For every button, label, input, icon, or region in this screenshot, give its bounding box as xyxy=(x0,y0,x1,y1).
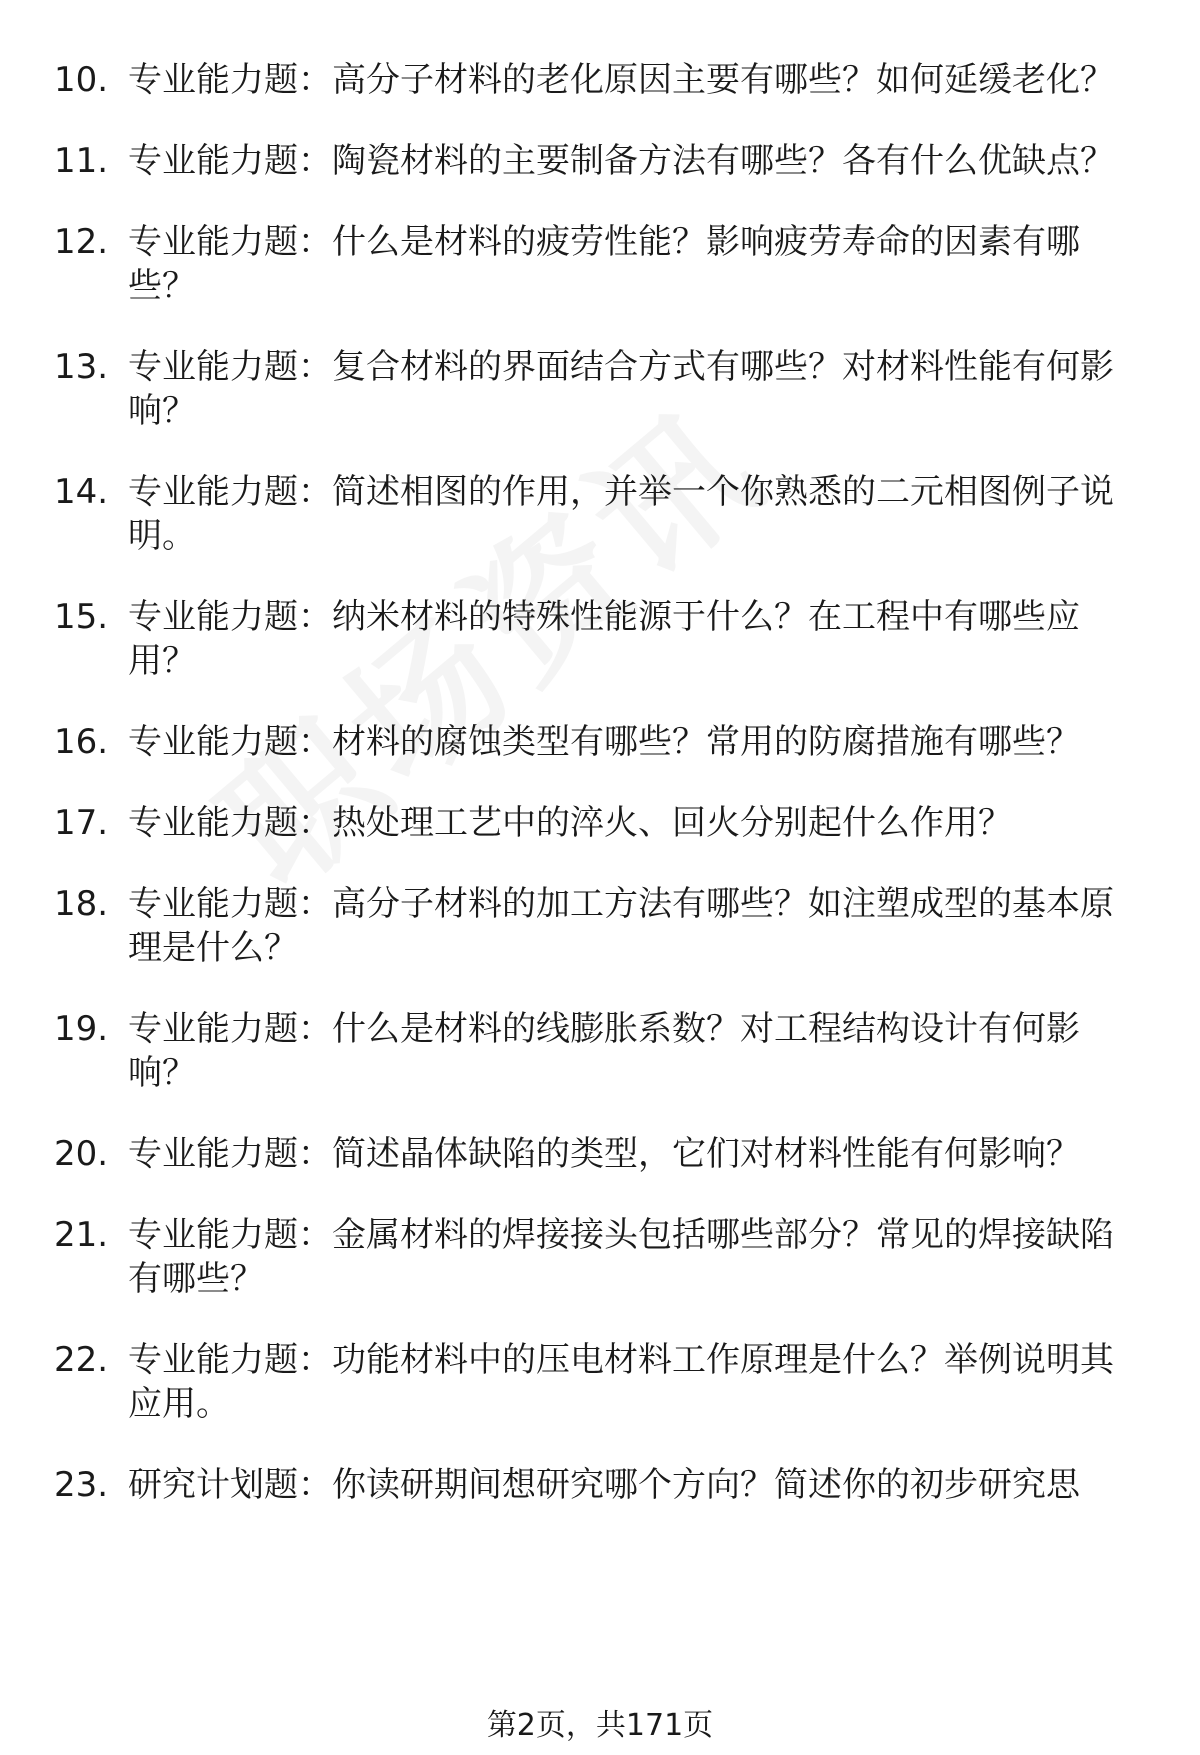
question-number: 12. xyxy=(54,222,109,262)
question-number: 14. xyxy=(54,472,109,512)
list-item xyxy=(0,1463,1200,1507)
question-text: 专业能力题：什么是材料的疲劳性能？影响疲劳寿命的因素有哪些？ xyxy=(128,222,1080,306)
list-item xyxy=(0,58,1200,102)
list-item xyxy=(0,1132,1200,1176)
question-list xyxy=(0,58,1200,1544)
question-text: 专业能力题：金属材料的焊接接头包括哪些部分？常见的焊接缺陷有哪些？ xyxy=(128,1215,1114,1299)
list-item xyxy=(0,801,1200,845)
list-item xyxy=(0,882,1200,970)
question-number: 19. xyxy=(54,1009,109,1049)
question-number: 22. xyxy=(54,1340,109,1380)
question-number: 17. xyxy=(54,803,109,843)
list-item xyxy=(0,470,1200,558)
list-item xyxy=(0,139,1200,183)
question-text: 专业能力题：功能材料中的压电材料工作原理是什么？举例说明其应用。 xyxy=(128,1340,1114,1424)
question-text: 研究计划题：你读研期间想研究哪个方向？简述你的初步研究思 xyxy=(128,1465,1080,1505)
question-number: 18. xyxy=(54,884,109,924)
page-footer: 第2页，共171页 xyxy=(486,1708,714,1743)
list-item xyxy=(0,720,1200,764)
question-number: 16. xyxy=(54,722,109,762)
question-number: 11. xyxy=(54,141,109,181)
question-number: 23. xyxy=(54,1465,109,1505)
list-item xyxy=(0,595,1200,683)
question-text: 专业能力题：陶瓷材料的主要制备方法有哪些？各有什么优缺点？ xyxy=(128,141,1114,181)
list-item xyxy=(0,345,1200,433)
question-text: 专业能力题：热处理工艺中的淬火、回火分别起什么作用？ xyxy=(128,803,1012,843)
list-item xyxy=(0,1338,1200,1426)
question-text: 专业能力题：什么是材料的线膨胀系数？对工程结构设计有何影响？ xyxy=(128,1009,1080,1093)
question-number: 20. xyxy=(54,1134,109,1174)
question-text: 专业能力题：材料的腐蚀类型有哪些？常用的防腐措施有哪些？ xyxy=(128,722,1080,762)
question-number: 10. xyxy=(54,60,109,100)
question-text: 专业能力题：复合材料的界面结合方式有哪些？对材料性能有何影响？ xyxy=(128,347,1114,431)
question-number: 15. xyxy=(54,597,109,637)
question-number: 13. xyxy=(54,347,109,387)
question-text: 专业能力题：简述晶体缺陷的类型，它们对材料性能有何影响？ xyxy=(128,1134,1080,1174)
question-text: 专业能力题：高分子材料的加工方法有哪些？如注塑成型的基本原理是什么？ xyxy=(128,884,1114,968)
question-text: 专业能力题：高分子材料的老化原因主要有哪些？如何延缓老化？ xyxy=(128,60,1114,100)
question-number: 21. xyxy=(54,1215,109,1255)
list-item xyxy=(0,1213,1200,1301)
question-text: 专业能力题：简述相图的作用，并举一个你熟悉的二元相图例子说明。 xyxy=(128,472,1114,556)
list-item xyxy=(0,1007,1200,1095)
list-item xyxy=(0,220,1200,308)
question-text: 专业能力题：纳米材料的特殊性能源于什么？在工程中有哪些应用？ xyxy=(128,597,1080,681)
